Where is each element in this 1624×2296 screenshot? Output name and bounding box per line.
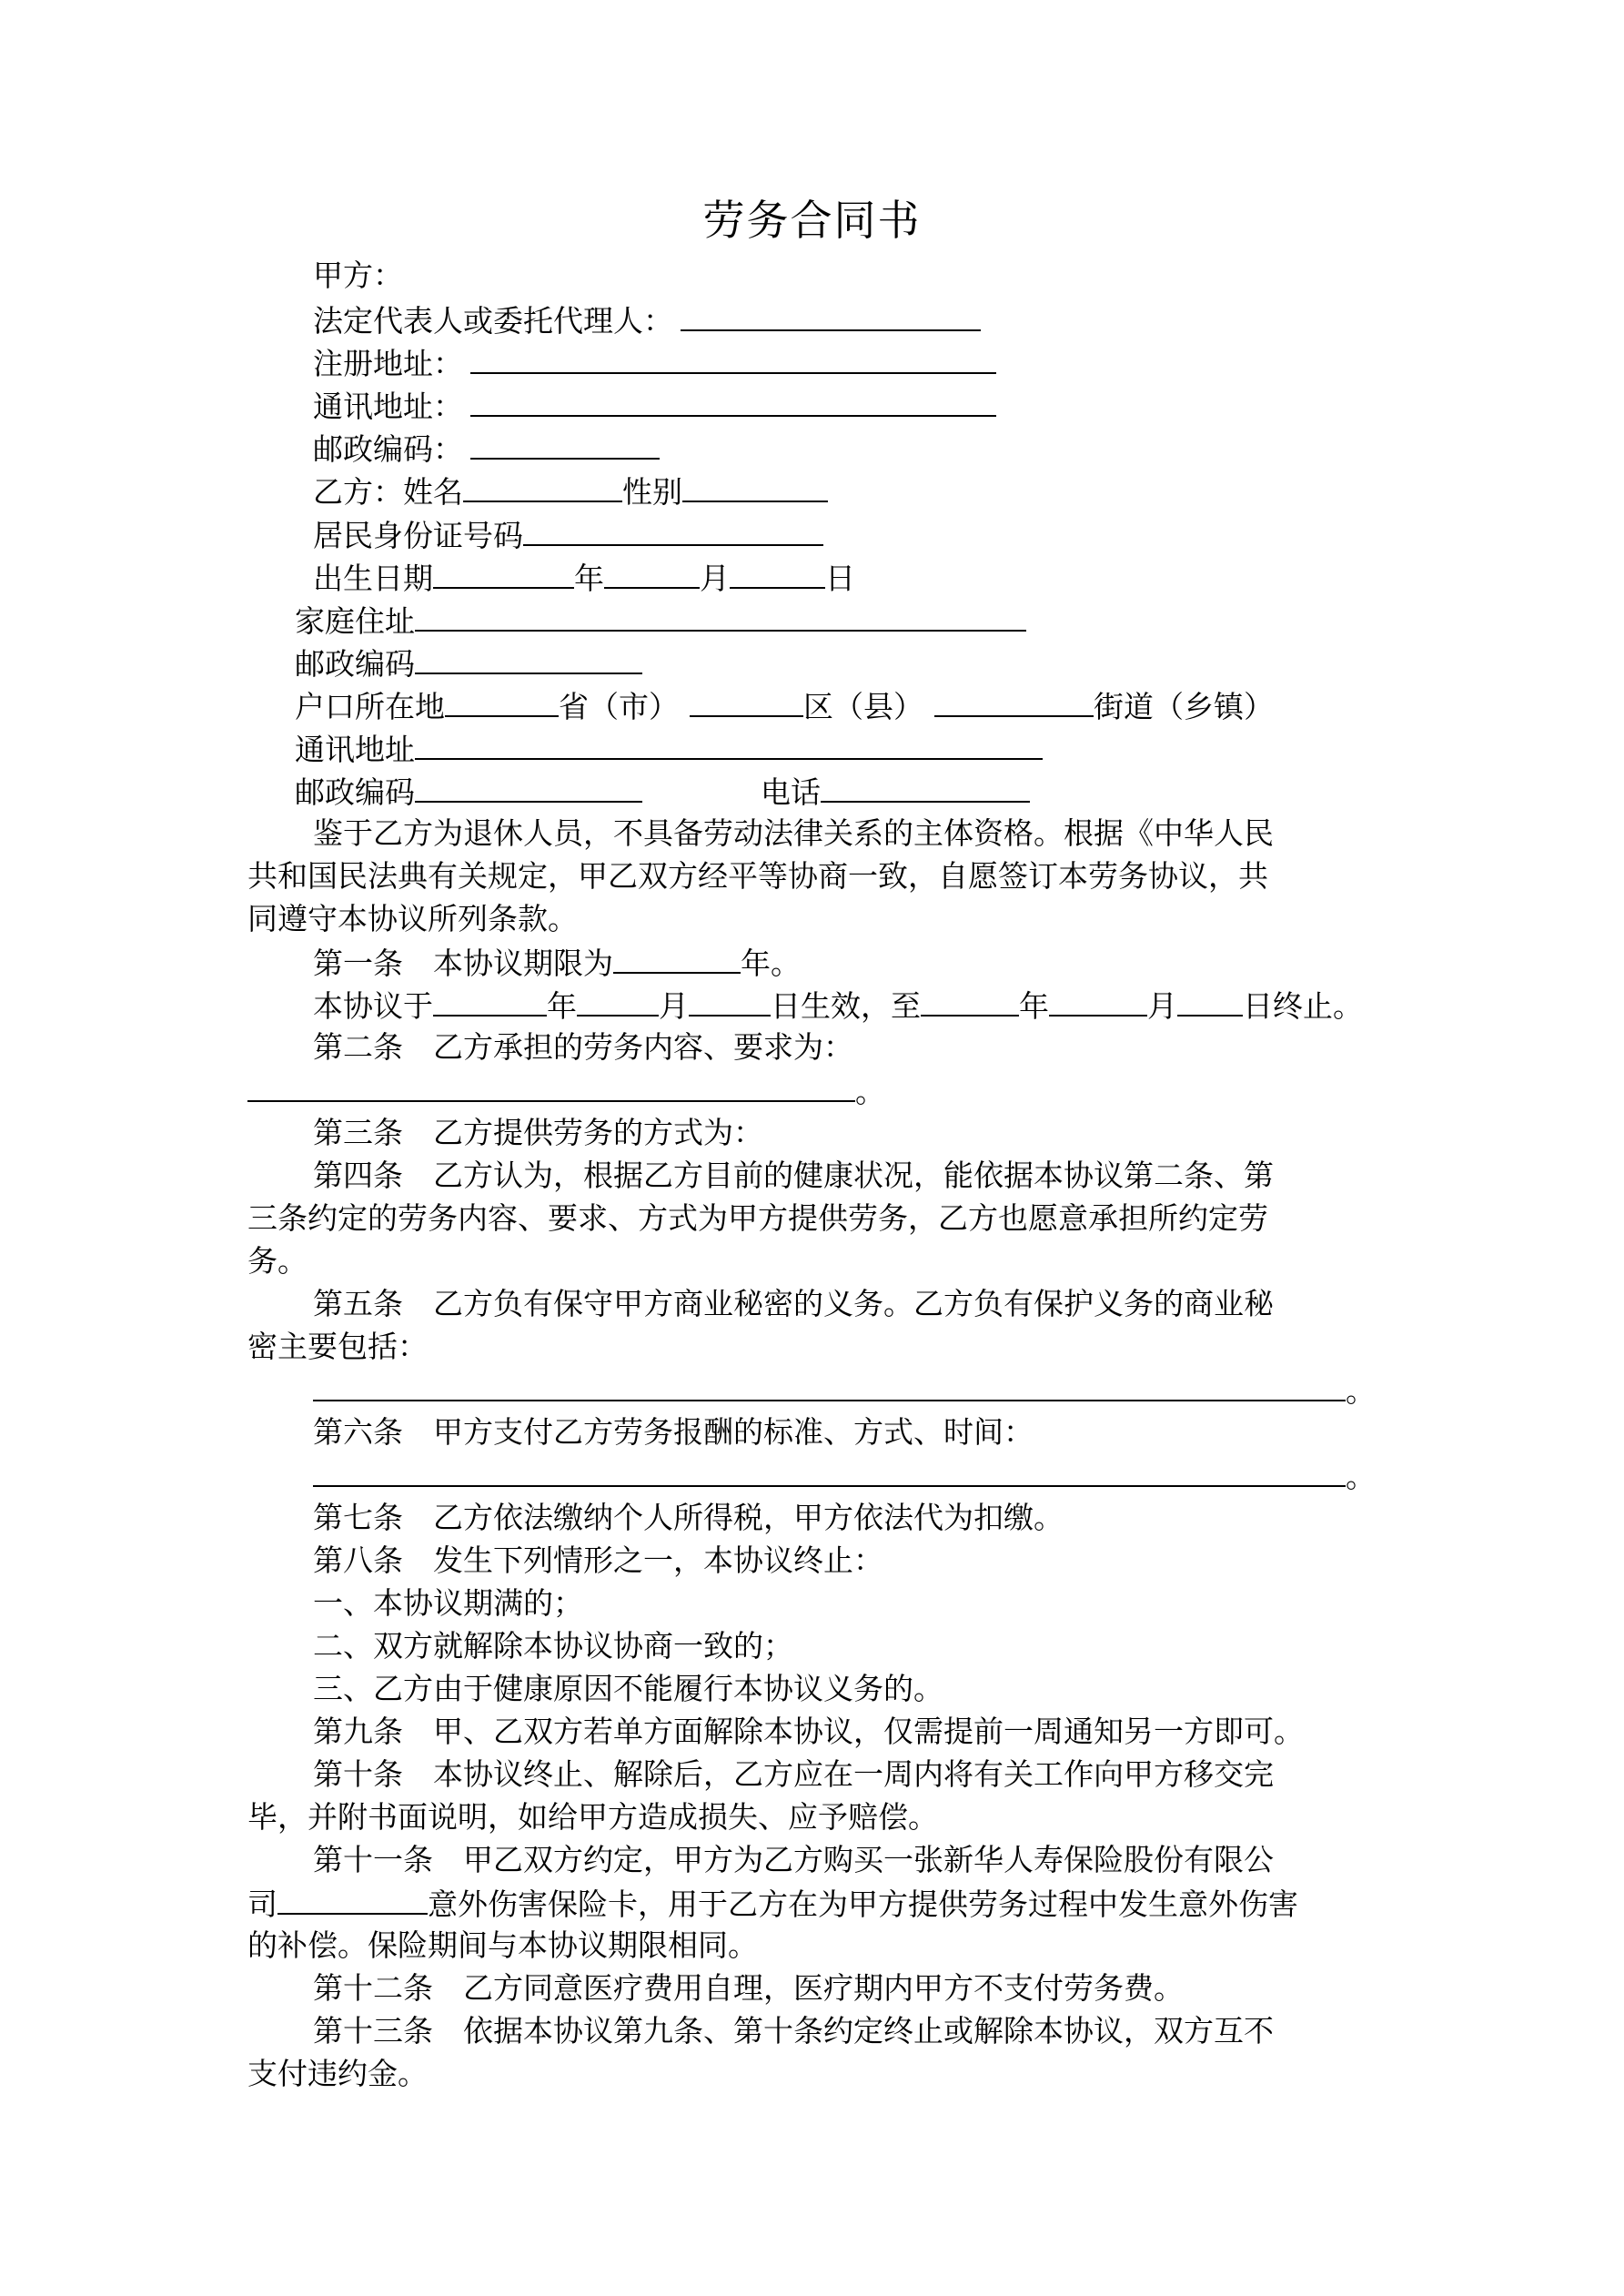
party-b-postal-code2-label: 邮政编码: [295, 774, 415, 810]
end-suffix: 日终止。: [1243, 988, 1363, 1024]
article-10-line: 第十条 本协议终止、解除后，乙方应在一周内将有关工作向甲方移交完: [313, 1756, 1274, 1792]
document-title: 劳务合同书: [702, 196, 922, 245]
article-1-term-line: [313, 941, 801, 985]
article-5-line: 第五条 乙方负有保守甲方商业秘密的义务。乙方负有保护义务的商业秘: [313, 1286, 1274, 1321]
province-blank[interactable]: [445, 684, 559, 717]
article-6-blank-line: [313, 1454, 1376, 1498]
street-label: 街道（乡镇）: [1094, 689, 1274, 724]
article-2-blank-line: [247, 1069, 885, 1113]
province-label: 省（市）: [559, 689, 679, 724]
postal-code-label: 邮政编码：: [313, 431, 463, 467]
party-a-label: 甲方：: [313, 258, 403, 293]
end-day-blank[interactable]: [1177, 984, 1243, 1017]
article-10-line: 毕，并附书面说明，如给甲方造成损失、应予赔偿。: [247, 1799, 938, 1835]
article-1-text: 第一条 本协议期限为: [313, 946, 613, 981]
article-11-text: 意外伤害保险卡，用于乙方在为甲方提供劳务过程中发生意外伤害: [428, 1886, 1298, 1922]
mailing-address-blank[interactable]: [470, 384, 996, 417]
article-3: 第三条 乙方提供劳务的方式为：: [313, 1115, 763, 1150]
party-a-mailing-address-line: [313, 384, 996, 428]
article-1-suffix: 年。: [741, 946, 801, 981]
article-8: 第八条 发生下列情形之一，本协议终止：: [313, 1542, 883, 1578]
year-label: 年: [547, 988, 577, 1024]
district-label: 区（县）: [803, 689, 923, 724]
month-label: 月: [659, 988, 689, 1024]
article-6-blank[interactable]: [313, 1454, 1346, 1487]
party-b-mailing-address-line: [295, 727, 1043, 771]
party-b-birth-line: [313, 556, 855, 600]
article-2-blank[interactable]: [247, 1069, 855, 1102]
article-5-blank[interactable]: [313, 1369, 1346, 1401]
birth-month-blank[interactable]: [604, 556, 700, 589]
party-b-postal-code-label: 邮政编码: [295, 646, 415, 682]
district-blank[interactable]: [690, 684, 803, 717]
article-4-line: 三条约定的劳务内容、要求、方式为甲方提供劳务，乙方也愿意承担所约定劳: [247, 1200, 1268, 1236]
phone-blank[interactable]: [821, 770, 1030, 803]
start-month-blank[interactable]: [577, 984, 659, 1017]
end-month-blank[interactable]: [1049, 984, 1147, 1017]
term-years-blank[interactable]: [613, 941, 741, 974]
party-b-postal-code2-blank[interactable]: [415, 770, 642, 803]
home-address-label: 家庭住址: [295, 603, 415, 639]
birth-label: 出生日期: [313, 561, 433, 596]
preamble-line: 同遵守本协议所列条款。: [247, 901, 578, 936]
period: 。: [1346, 1373, 1376, 1409]
article-5-blank-line: [313, 1369, 1376, 1412]
article-4-line: 第四条 乙方认为，根据乙方目前的健康状况，能依据本协议第二条、第: [313, 1158, 1274, 1193]
street-blank[interactable]: [934, 684, 1094, 717]
party-b-mailing-address-label: 通讯地址: [295, 732, 415, 767]
start-day-blank[interactable]: [689, 984, 771, 1017]
preamble-line: 共和国民法典有关规定，甲乙双方经平等协商一致，自愿签订本劳务协议，共: [247, 858, 1268, 894]
article-4-line: 务。: [247, 1243, 308, 1279]
article-9: 第九条 甲、乙双方若单方面解除本协议，仅需提前一周通知另一方即可。: [313, 1714, 1304, 1749]
start-year-blank[interactable]: [433, 984, 547, 1017]
party-b-name-label: 乙方：姓名: [313, 474, 463, 510]
representative-label: 法定代表人或委托代理人：: [313, 303, 673, 339]
day-label: 日: [825, 561, 855, 596]
party-b-id-line: [313, 513, 823, 557]
hukou-line: [295, 684, 1274, 728]
article-6: 第六条 甲方支付乙方劳务报酬的标准、方式、时间：: [313, 1414, 1034, 1450]
gender-blank[interactable]: [682, 470, 828, 502]
party-a-representative-line: [313, 298, 981, 342]
id-blank[interactable]: [523, 513, 823, 546]
registered-address-blank[interactable]: [470, 341, 996, 374]
home-address-line: [295, 599, 1026, 642]
id-label: 居民身份证号码: [313, 518, 523, 553]
year-label: 年: [1019, 988, 1049, 1024]
party-b-name-line: [313, 470, 828, 513]
article-11-line: 第十一条 甲乙双方约定，甲方为乙方购买一张新华人寿保险股份有限公: [313, 1842, 1274, 1877]
phone-label: 电话: [761, 774, 821, 810]
article-13-line: 第十三条 依据本协议第九条、第十条约定终止或解除本协议，双方互不: [313, 2013, 1274, 2048]
hukou-label: 户口所在地: [295, 689, 445, 724]
article-8-item: 二、双方就解除本协议协商一致的；: [313, 1628, 793, 1664]
party-a-registered-address-line: [313, 341, 996, 385]
party-b-mailing-address-blank[interactable]: [415, 727, 1043, 760]
article-8-item: 一、本协议期满的；: [313, 1585, 583, 1621]
representative-blank[interactable]: [681, 298, 981, 331]
preamble-line: 鉴于乙方为退休人员，不具备劳动法律关系的主体资格。根据《中华人民: [313, 815, 1274, 851]
article-2: 第二条 乙方承担的劳务内容、要求为：: [313, 1029, 853, 1065]
year-label: 年: [574, 561, 604, 596]
article-13-line: 支付违约金。: [247, 2056, 428, 2091]
home-address-blank[interactable]: [415, 599, 1026, 632]
month-label: 月: [700, 561, 730, 596]
article-8-item: 三、乙方由于健康原因不能履行本协议义务的。: [313, 1671, 943, 1706]
article-12: 第十二条 乙方同意医疗费用自理，医疗期内甲方不支付劳务费。: [313, 1970, 1184, 2006]
article-11-line: [247, 1882, 1298, 1926]
postal-code-blank[interactable]: [470, 427, 660, 460]
article-11-text: 司: [247, 1886, 277, 1922]
insurance-blank[interactable]: [277, 1882, 428, 1915]
article-7: 第七条 乙方依法缴纳个人所得税，甲方依法代为扣缴。: [313, 1500, 1064, 1535]
birth-year-blank[interactable]: [433, 556, 574, 589]
mailing-address-label: 通讯地址：: [313, 389, 463, 424]
name-blank[interactable]: [463, 470, 622, 502]
party-b-postal-code-line: [295, 642, 642, 685]
article-1-dates-line: [313, 984, 1363, 1027]
party-b-postal-code-blank[interactable]: [415, 642, 642, 674]
party-b-postal-phone-line: [295, 770, 1030, 814]
article-5-line: 密主要包括：: [247, 1329, 428, 1364]
period: 。: [855, 1074, 885, 1109]
dates-prefix: 本协议于: [313, 988, 433, 1024]
end-year-blank[interactable]: [921, 984, 1019, 1017]
gender-label: 性别: [622, 474, 682, 510]
party-a-postal-code-line: [313, 427, 660, 470]
start-suffix: 日生效，至: [771, 988, 921, 1024]
birth-day-blank[interactable]: [730, 556, 825, 589]
month-label: 月: [1147, 988, 1177, 1024]
article-11-line: 的补偿。保险期间与本协议期限相同。: [247, 1927, 758, 1963]
registered-address-label: 注册地址：: [313, 346, 463, 381]
period: 。: [1346, 1459, 1376, 1494]
